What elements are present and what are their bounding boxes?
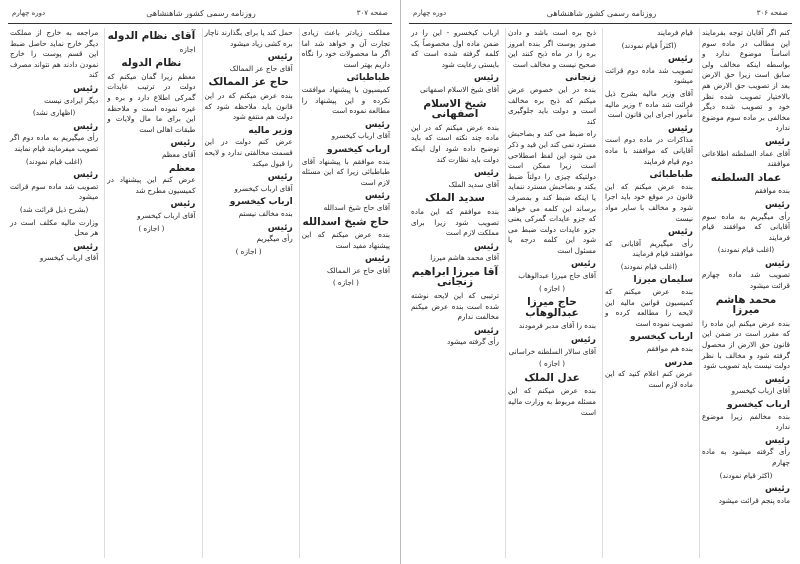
speaker-name: سلیمان میرزا (633, 275, 693, 286)
speaker-name: رئیس (73, 241, 99, 252)
paragraph: بنده عرض میکنم که این پیشنهاد مفید است (301, 230, 390, 250)
paragraph: بنده عرض میکنم که این مسئله مربوط به وزارت مالیه است (508, 386, 596, 417)
speaker-name: معظم (169, 163, 196, 174)
speaker-name: رئیس (170, 138, 196, 149)
parenthetical-note: (اغلب قیام نمودند) (620, 261, 678, 271)
paragraph: بنده مخالف نیستم (238, 208, 293, 218)
paragraph: آقای سالار السلطنه خراسانی (508, 346, 596, 356)
paragraph: آقای ارباب کیخسرو (234, 183, 293, 193)
paragraph: آقای حاج عز الممالک (229, 63, 293, 73)
columns (409, 28, 792, 558)
columns (8, 28, 392, 558)
paragraph: بنده موافقم (754, 186, 790, 196)
section-heading: آقای نظام الدوله (107, 30, 196, 42)
text-column (299, 28, 392, 558)
speaker-name: رئیس (73, 170, 99, 181)
paragraph: بنده عرض میکنم که این قانون در موقع خود باید اجرا شود و مخالف با سایر مواد نیست (605, 181, 693, 223)
section-heading: محمد هاشم میرزا (715, 293, 777, 317)
paragraph: آقای عماد السلطنه اطلاعاتی موافقند (702, 148, 790, 169)
paragraph: تصویب شد ماده دوم قرائت میشود (605, 65, 693, 86)
page-header (8, 6, 392, 24)
paragraph: عرض کنم این پیشنهاد در کمیسیون مطرح شد (107, 175, 196, 195)
page-number: صفحه ۳۰۶ (756, 9, 788, 17)
parenthetical-note: (اغلب قیام نمودند) (717, 245, 775, 255)
parenthetical-note: (اکثر قیام نمودند) (719, 470, 773, 480)
speaker-name: رئیس (474, 325, 499, 336)
page-number: صفحه ۳۰۷ (356, 9, 388, 17)
paragraph: آقای ارباب کیخسرو (137, 210, 196, 220)
speaker-name: رئیس (571, 259, 596, 270)
paragraph: بنده عرض میکنم که کمیسیون قوانین مالیه این لایحه را مطالعه کرده و تصویب نموده است (605, 287, 693, 328)
section-heading: آقا میرزا ابراهیم زنجانی (411, 265, 499, 289)
section-heading: نظام الدوله (121, 57, 182, 70)
parenthetical-note: ( اجازه ) (538, 283, 566, 293)
parenthetical-note: (اظهاری نشد) (32, 108, 76, 118)
paragraph: مملکت زیادتر باعث زیادی تجارت آن و خواهد شد اما اگر ما محصولات خود را نگاه داریم بهتر است (301, 28, 390, 69)
paragraph: اجازه (179, 44, 196, 54)
paragraph: آقای حاج میرزا عبدالوهاب (518, 271, 596, 281)
speaker-name: رئیس (765, 374, 790, 385)
parenthetical-note: ( اجازه ) (332, 278, 359, 288)
paragraph: عرض کنم دولت در این قسمت مخالفتی ندارد و لایحه را قبول میکند (204, 137, 293, 168)
paragraph: معظم زیرا گمان میکنم که دولت در ترتیب عایدات گمرکی اطلاع دارد و بره و غیره نموده است و ملاحظه این برای ما مال ولایات و طبقات اهالی است (107, 71, 196, 134)
section-heading: عدل الملک (524, 371, 580, 384)
speaker-name: رئیس (170, 199, 196, 210)
page-header (409, 6, 792, 24)
paragraph: آقای سدید الملک (448, 179, 499, 189)
paragraph: رأی میگیریم به ماده دوم اگر تصویب میفرمایند قیام نمایند (10, 133, 99, 153)
paragraph: آقای حاج عز الممالک (327, 265, 390, 275)
speaker-name: رئیس (267, 172, 293, 183)
paragraph: بنده در این خصوص عرض میکنم که ذبح بره مخالف است و دولت باید جلوگیری کند (508, 84, 596, 126)
speaker-name: رئیس (365, 119, 390, 130)
paragraph: رأی میگیریم به ماده سوم آقایانی که موافقند قیام فرمایند (702, 211, 790, 242)
paragraph: بنده عرض میکنم که در این قانون باید ملاحظه شود که دولت هم منتفع شود (204, 90, 293, 122)
section-heading: عماد السلطنه (710, 171, 782, 184)
text-column (8, 28, 100, 558)
speaker-name: رئیس (474, 241, 499, 252)
paragraph: ذبح بره است باشد و دادن صدور پوست اگر بنده امروز بره را در ماه ذبح کنند این صحیح نیست و مخالف است (508, 28, 596, 69)
speaker-name: رئیس (765, 435, 790, 446)
paragraph: کمیسیون با پیشنهاد موافقت نکرده و این پیشنهاد را مطالعه نموده است (301, 84, 390, 116)
paragraph: تصویب شد ماده سوم قرائت میشود (10, 181, 99, 202)
speaker-name: طباطبائی (346, 73, 390, 84)
speaker-name: رئیس (571, 335, 596, 346)
paragraph: دیگر ایرادی نیست (44, 95, 99, 105)
paragraph: آقای ارباب کیخسرو (331, 131, 390, 141)
paragraph: بنده موافقم با پیشنهاد آقای طباطبائی زیرا که این مسئله لازم است (301, 156, 390, 187)
volume-label: دوره چهارم (12, 9, 46, 17)
text-column (409, 28, 501, 558)
speaker-name: رئیس (73, 83, 99, 94)
paragraph: عرض کنم اعلام کنید که این ماده لازم است (605, 369, 693, 389)
paragraph: آقای محمد هاشم میرزا (430, 253, 499, 263)
speaker-name: مدرس (664, 357, 693, 368)
speaker-name: رئیس (267, 222, 293, 233)
newspaper-title: روزنامه رسمی کشور شاهنشاهی (146, 8, 256, 18)
volume-label: دوره چهارم (413, 9, 447, 17)
section-heading: سدید الملک (425, 192, 485, 205)
text-column (104, 28, 197, 558)
speaker-name: ارباب کیخسرو (727, 400, 790, 410)
paragraph: بنده موافقم که این ماده تصویب شود زیرا برای مملکت لازم است (411, 206, 499, 238)
speaker-name: رئیس (765, 484, 790, 495)
speaker-name: زنجانی (565, 73, 596, 84)
paragraph: آقای وزیر مالیه بشرح ذیل قرائت شد ماده ۲ وزیر مالیه مأمور اجرای این قانون است (605, 88, 693, 120)
parenthetical-note: ( اجازه ) (138, 223, 165, 233)
parenthetical-note: (اغلب قیام نمودند) (25, 156, 83, 166)
speaker-name: ارباب کیخسرو (229, 197, 293, 208)
text-column (202, 28, 295, 558)
paragraph: کنم اگر آقایان توجه بفرمایند این مطالب در ماده سوم اساساً موضوع ندارد و بواسطه اینکه مخالف ولی سابق است زیرا حق الارض بعد از تصویب حق الارض هم بالاختیار تصویب شده نظر خود و تصویب شده دیگر مخالفی بر ماده سوم موضوع ندارد (702, 28, 790, 133)
speaker-name: رئیس (765, 199, 790, 210)
paragraph: ترتیبی که این لایحه نوشته شده است بنده عرض میکنم مخالفت ندارم (411, 291, 499, 322)
paragraph: بنده را آقای مدبر فرمودند (518, 321, 596, 331)
paragraph: مذاکرات در ماده دوم است آقایانی که موافقند با ماده دوم قیام فرمایند (605, 135, 693, 166)
section-heading: حاج میرزا عبدالوهاب (525, 296, 579, 319)
paragraph: بنده عرض میکنم که در این ماده چند نکته است که باید توضیح داده شود اول اینکه دولت باید نظارت کند (411, 122, 499, 164)
section-heading: شیخ الاسلام اصفهانی (423, 97, 487, 121)
paragraph: آقای شیخ الاسلام اصفهانی (419, 84, 499, 94)
speaker-name: ارباب کیخسرو (630, 332, 693, 343)
speaker-name: رئیس (267, 52, 293, 63)
paragraph: ارباب کیخسرو - این را در ضمن ماده اول مخصوصاً یک کلمه گرفته شده است که بایستی رعایت شود (411, 28, 499, 69)
speaker-name: طباطبائی (649, 170, 693, 181)
speaker-name: وزیر مالیه (248, 125, 293, 136)
paragraph: راه ضبط می کند و بصاحبش مسترد نمی کند این قید و ذکر می شود این لفظ اصطلاحی است زیرا ممکن است دولتیکه چیزی را دولتاً ضبط بکند و بصاحبش مسترد ننماید یا اینکه ضبط کند و بمصرف برساند این کلمه می خواهد که جزو عایدات گمرکی یعنی جزو عایدات دولت ضبط می شود این کلمه درجه یا مسئول است (508, 129, 596, 255)
paragraph: وزارت مالیه مکلف است در هر محل (10, 217, 99, 238)
paragraph: رأی گرفته میشود (447, 337, 499, 347)
paragraph: آقای حاج شیخ اسدالله (323, 202, 390, 212)
paragraph: آقای معظم (161, 149, 196, 159)
speaker-name: رئیس (474, 73, 499, 84)
paragraph: بنده هم موافقم (646, 344, 693, 354)
paragraph: آقای ارباب کیخسرو (39, 253, 99, 263)
paragraph: رأی میگیریم (256, 234, 293, 244)
section-heading: حاج شیخ اسدالله (302, 215, 390, 228)
text-column (602, 28, 695, 558)
speaker-name: رئیس (668, 123, 693, 134)
speaker-name: رئیس (765, 136, 790, 147)
parenthetical-note: (اکثراً قیام نمودند) (621, 40, 677, 50)
speaker-name: رئیس (765, 258, 790, 269)
text-column (699, 28, 792, 558)
paragraph: مراجعه به خارج از مملکت دیگر خارج نماید حاصل ضبط این قسم پوست را خارج نمودن دادند هم نتواند مصرف کند (10, 28, 99, 80)
paragraph: رأی میگیریم آقایانی که موافقند قیام فرمایند (605, 238, 693, 259)
paragraph: بنده مخالفم زیرا موضوع ندارد (702, 411, 790, 432)
paragraph: حمل کند یا برای بگذارند ناچار بره کشی زیاد میشود (204, 28, 293, 48)
speaker-name: رئیس (668, 54, 693, 65)
text-column (505, 28, 598, 558)
speaker-name: رئیس (668, 227, 693, 238)
speaker-name: رئیس (73, 121, 99, 132)
parenthetical-note: ( اجازه ) (538, 359, 566, 369)
paragraph: بنده عرض میکنم این ماده را که مقرر است در ضمن این قانون حق الارض از محصول گرفته شود و مخالف با نظر دولت نیست باید تصویب شود (702, 318, 790, 371)
newspaper-title: روزنامه رسمی کشور شاهنشاهی (546, 8, 657, 18)
paragraph: رأی گرفته میشود به ماده چهارم (702, 447, 790, 467)
speaker-name: رئیس (474, 168, 499, 179)
parenthetical-note: (بشرح ذیل قرائت شد) (19, 204, 89, 214)
paragraph: تصویب شد ماده چهارم قرائت میشود (702, 270, 790, 291)
paragraph: قیام فرمایند (657, 28, 693, 37)
section-heading: حاج عز الممالک (208, 76, 289, 89)
speaker-name: رئیس (365, 254, 390, 265)
page-right (400, 0, 800, 564)
speaker-name: رئیس (365, 191, 390, 202)
paragraph: ماده پنجم قرائت میشود (718, 495, 790, 505)
paragraph: آقای ارباب کیخسرو (731, 386, 790, 396)
speaker-name: ارباب کیخسرو (327, 144, 390, 155)
parenthetical-note: ( اجازه ) (235, 246, 262, 256)
